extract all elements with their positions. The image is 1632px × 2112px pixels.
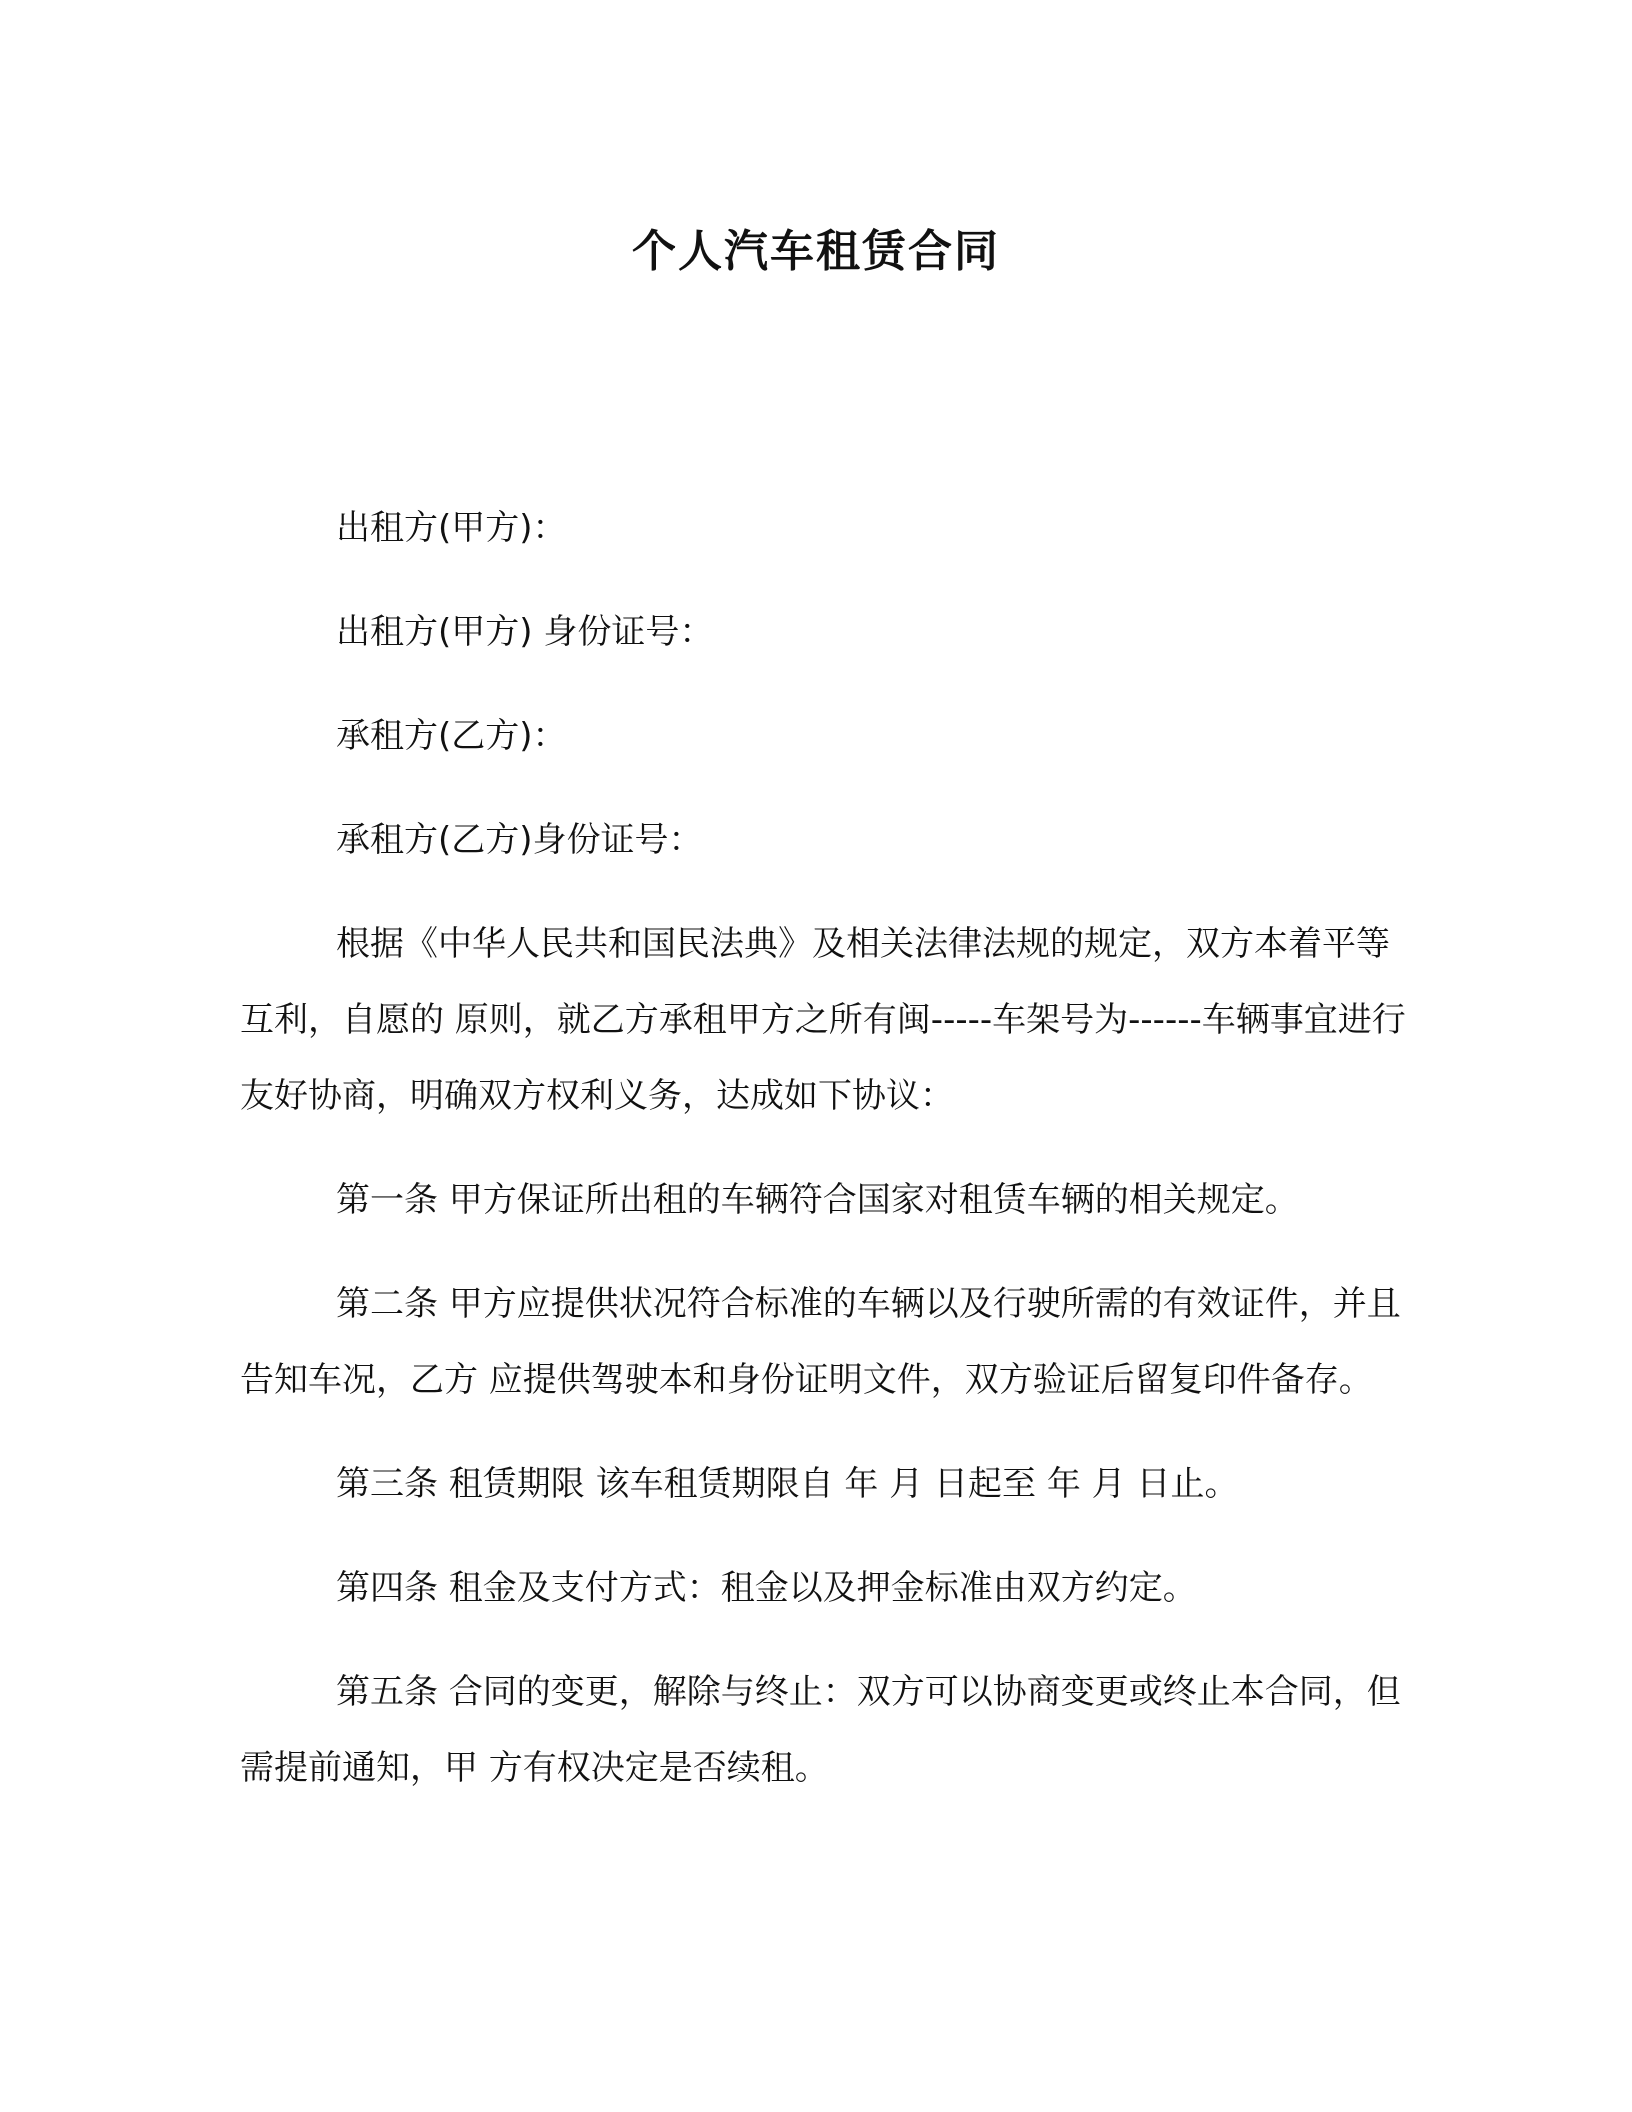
document-body xyxy=(240,490,1410,1834)
lessee-id-field: 承租方(乙方)身份证号： xyxy=(336,820,703,860)
preamble-paragraph: 根据《中华人民共和国民法典》及相关法律法规的规定，双方本着平等互利，自愿的 原则，就乙方承租甲方之所有闽-----车架号为------车辆事宜进行友好协商，明确双方权利义务，达成如下协议： xyxy=(240,924,1406,1116)
lessee-name-field: 承租方(乙方)： xyxy=(336,716,567,756)
article-5-paragraph: 第五条 合同的变更，解除与终止：双方可以协商变更或终止本合同，但需提前通知，甲 方有权决定是否续租。 xyxy=(240,1672,1401,1788)
article-3-paragraph: 第三条 租赁期限 该车租赁期限自 年 月 日起至 年 月 日止。 xyxy=(336,1464,1239,1504)
document-title: 个人汽车租赁合同 xyxy=(632,226,1000,277)
article-1-paragraph: 第一条 甲方保证所出租的车辆符合国家对租赁车辆的相关规定。 xyxy=(336,1180,1299,1220)
article-2-paragraph: 第二条 甲方应提供状况符合标准的车辆以及行驶所需的有效证件，并且告知车况，乙方 应提供驾驶本和身份证明文件，双方验证后留复印件备存。 xyxy=(240,1284,1401,1400)
article-4-paragraph: 第四条 租金及支付方式：租金以及押金标准由双方约定。 xyxy=(336,1568,1197,1608)
lessor-name-field: 出租方(甲方)： xyxy=(336,508,567,548)
lessor-id-field: 出租方(甲方) 身份证号： xyxy=(336,612,714,652)
